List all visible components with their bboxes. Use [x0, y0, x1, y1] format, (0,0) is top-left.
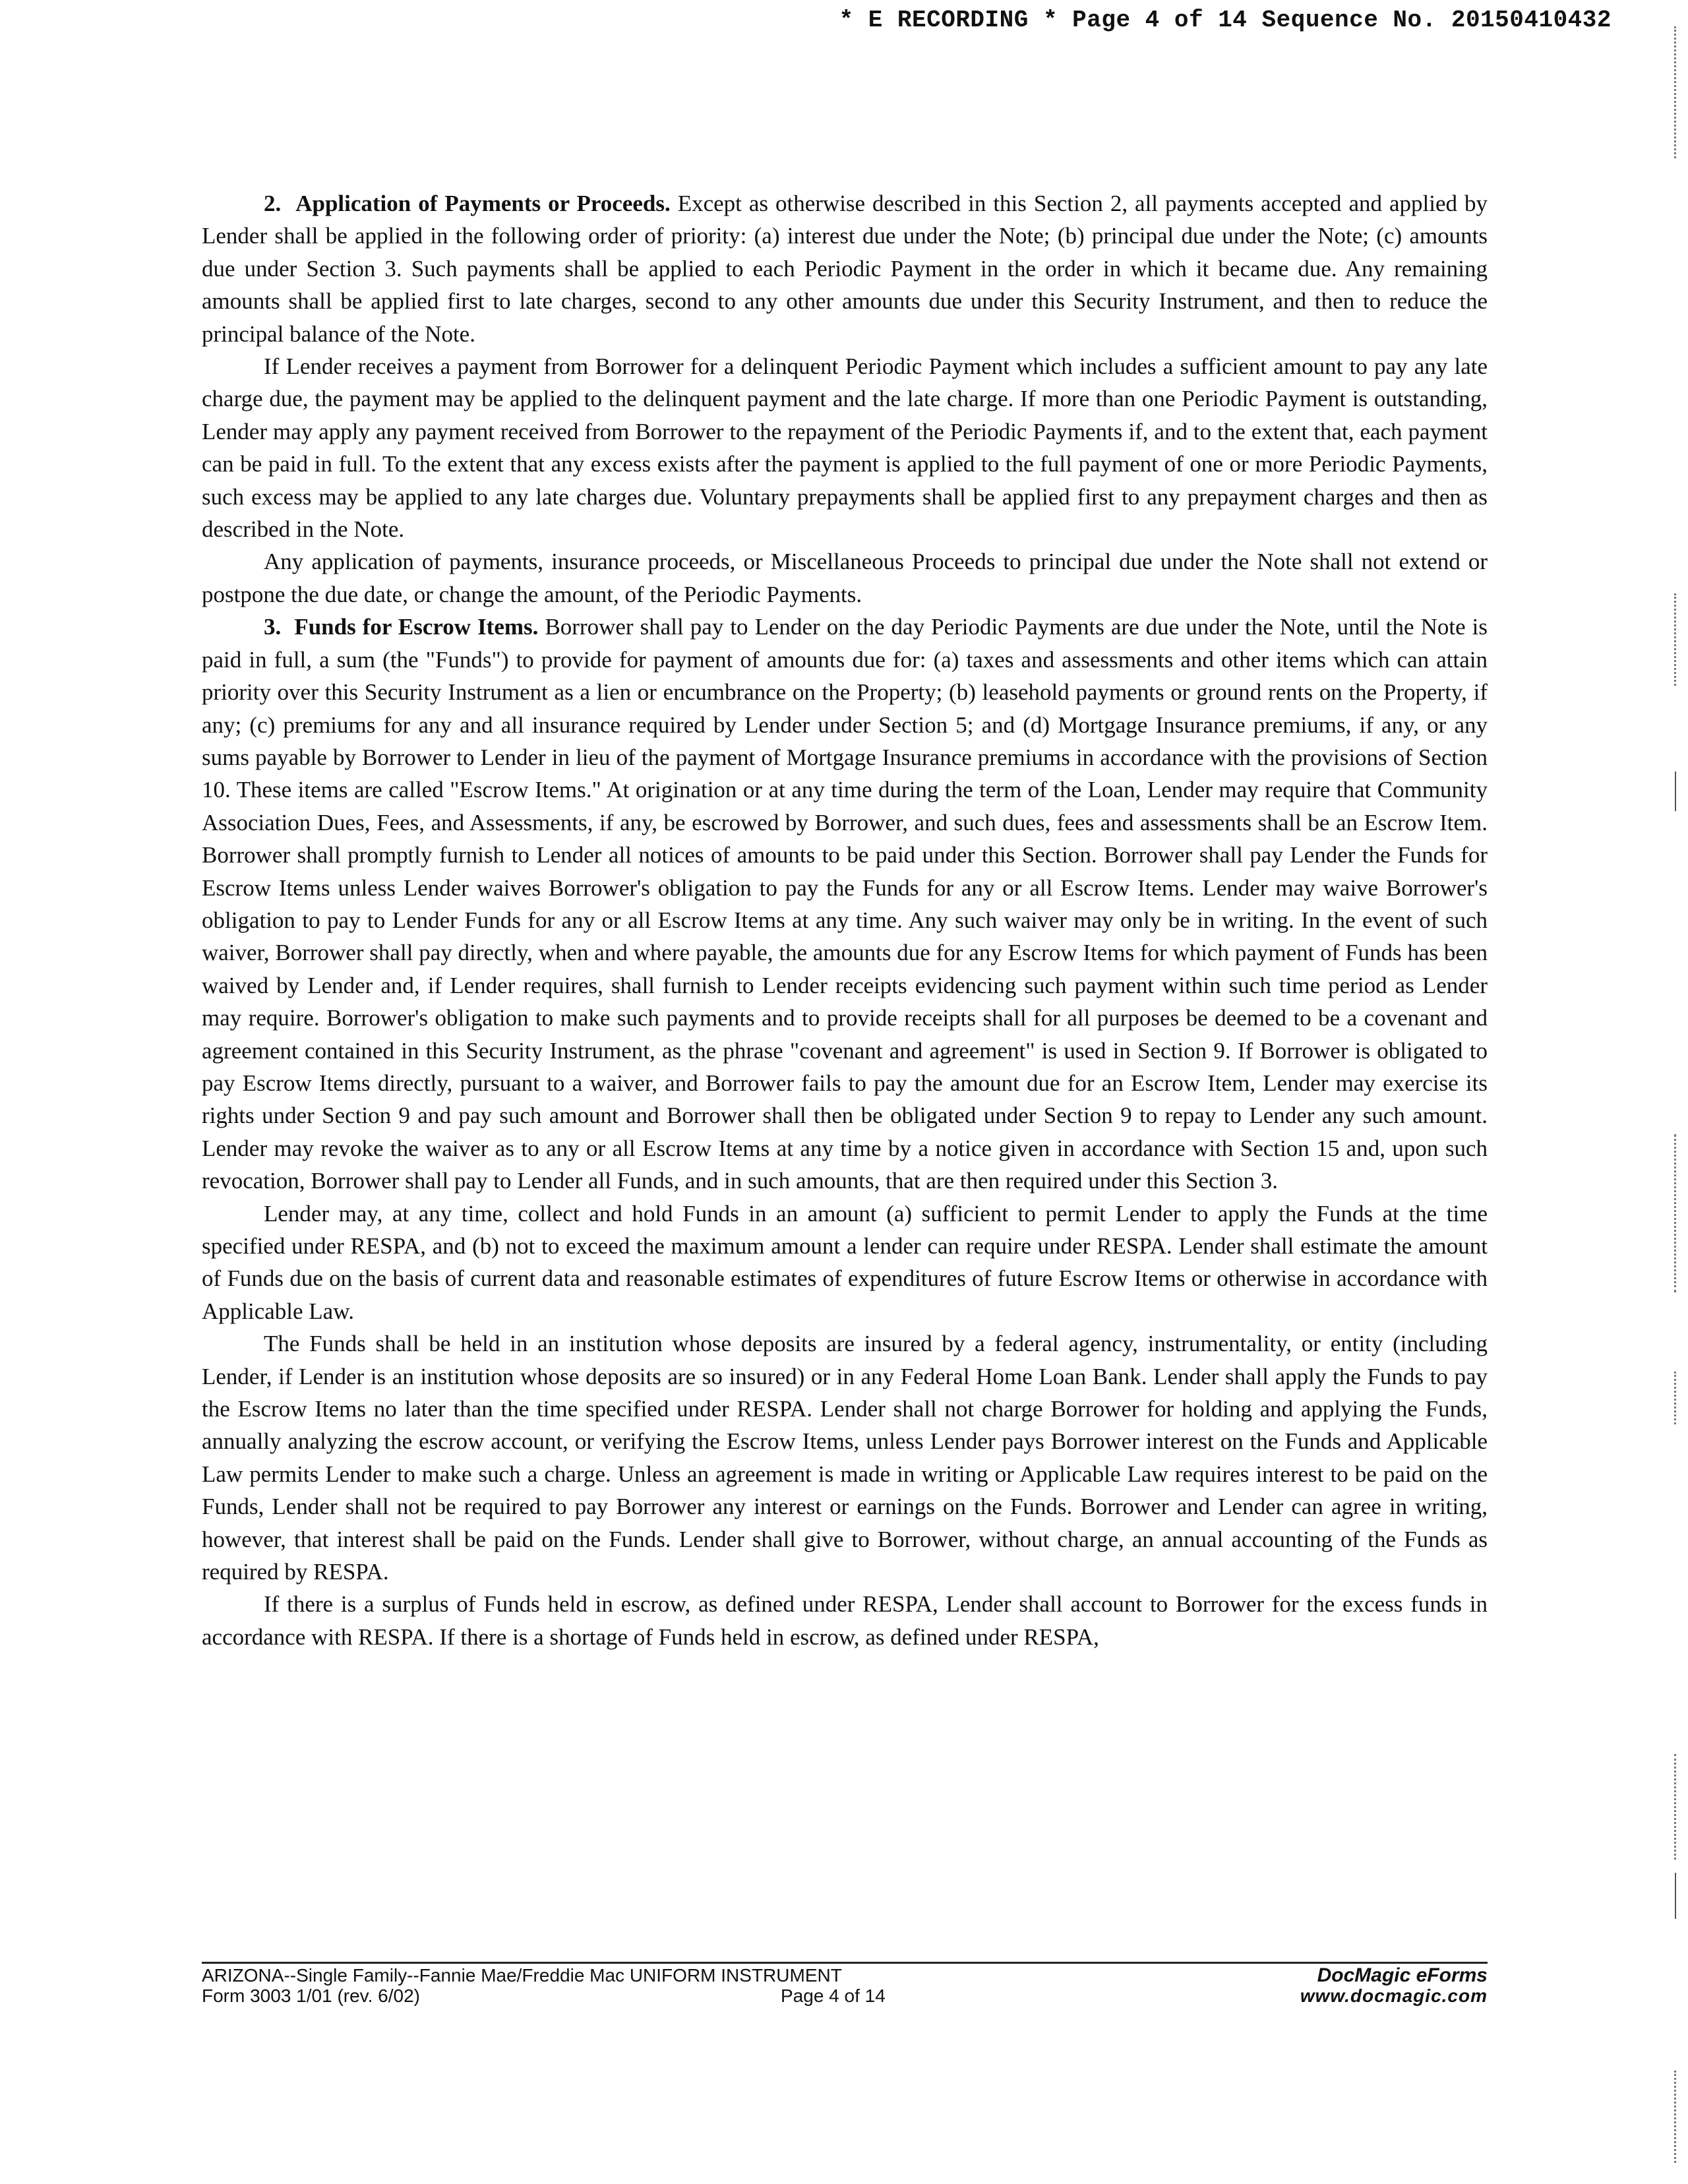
section-3-text: Borrower shall pay to Lender on the day Periodic Payments are due under the Note, until the Note is paid in full, a sum (the "Funds") to provide for payment of amounts due for: (a) taxes and assessments and other items which can attain priority over this Security Instrument as a lien or encumbrance on the Property; (b) leasehold payments or ground rents on the Property, if any; (c) premiums for any and all insurance required by Lender under Section 5; and (d) Mortgage Insurance premiums, if any, or any sums payable by Borrower to Lender in lieu of the payment of Mortgage Insurance premiums in accordance with the provisions of Section 10. These items are called "Escrow Items." At origination or at any time during the term of the Loan, Lender may require that Community Association Dues, Fees, and Assessments, if any, be escrowed by Borrower, and such dues, fees and assessments shall be an Escrow Item. Borrower shall promptly furnish to Lender all notices of amounts to be paid under this Section. Borrower shall pay Lender the Funds for Escrow Items unless Lender waives Borrower's obligation to pay the Funds for any or all Escrow Items. Lender may waive Borrower's obligation to pay to Lender Funds for any or all Escrow Items at any time. Any such waiver may only be in writing. In the event of such waiver, Borrower shall pay directly, when and where payable, the amounts due for any Escrow Items for which payment of Funds has been waived by Lender and, if Lender requires, shall furnish to Lender receipts evidencing such payment within such time period as Lender may require. Borrower's obligation to make such payments and to provide receipts shall for all purposes be deemed to be a covenant and agreement contained in this Security Instrument, as the phrase "covenant and agreement" is used in Section 9. If Borrower is obligated to pay Escrow Items directly, pursuant to a waiver, and Borrower fails to pay the amount due for an Escrow Item, Lender may exercise its rights under Section 9 and pay such amount and Borrower shall then be obligated under Section 9 to repay to Lender any such amount. Lender may revoke the waiver as to any or all Escrow Items at any time by a notice given in accordance with Section 15 and, upon such revocation, Borrower shall pay to Lender all Funds, and in such amounts, that are then required under this Section 3.	[202, 614, 1488, 1194]
page-footer	[202, 1965, 1488, 2018]
margin-scan-dots	[1674, 1134, 1676, 1292]
section-2-paragraph	[202, 187, 1488, 350]
margin-scan-line	[1675, 772, 1676, 811]
document-body	[202, 187, 1488, 1653]
docmagic-website: www.docmagic.com	[1300, 1986, 1488, 2006]
section-3-paragraph	[202, 611, 1488, 1197]
section-3-number: 3.	[264, 614, 282, 640]
margin-scan-dots	[1674, 26, 1676, 158]
section-3-paragraph-4: If there is a surplus of Funds held in escrow, as defined under RESPA, Lender shall account to Borrower for the excess funds in accordance with RESPA. If there is a shortage of Funds held in escrow, as defined under RESPA,	[202, 1591, 1488, 1650]
section-3-title: Funds for Escrow Items.	[294, 614, 539, 640]
section-3-paragraph-3: The Funds shall be held in an institution whose deposits are insured by a federal agency, instrumentality, or entity (including Lender, if Lender is an institution whose deposits are so insured) or in any Federal Home Loan Bank. Lender shall apply the Funds to pay the Escrow Items no later than the time specified under RESPA. Lender shall not charge Borrower for holding and applying the Funds, annually analyzing the escrow account, or verifying the Escrow Items, unless Lender pays Borrower interest on the Funds and Applicable Law permits Lender to make such a charge. Unless an agreement is made in writing or Applicable Law requires interest to be paid on the Funds, Lender shall not be required to pay Borrower any interest or earnings on the Funds. Borrower and Lender can agree in writing, however, that interest shall be paid on the Funds. Lender shall give to Borrower, without charge, an annual accounting of the Funds as required by RESPA.	[202, 1331, 1488, 1585]
section-2-text: Except as otherwise described in this Section 2, all payments accepted and applied by Lender shall be applied in the following order of priority: (a) interest due under the Note; (b) principal due under the Note; (c) amounts due under Section 3. Such payments shall be applied to each Periodic Payment in the order in which it became due. Any remaining amounts shall be applied first to late charges, second to any other amounts due under this Security Instrument, and then to reduce the principal balance of the Note.	[202, 191, 1488, 347]
form-title: ARIZONA--Single Family--Fannie Mae/Freddie Mac UNIFORM INSTRUMENT	[202, 1965, 842, 1986]
margin-scan-line	[1675, 1873, 1676, 1919]
docmagic-logo: DocMagic eForms	[1317, 1964, 1488, 1986]
footer-divider	[202, 1962, 1488, 1964]
section-2-title: Application of Payments or Proceeds.	[295, 191, 671, 216]
form-number: Form 3003 1/01 (rev. 6/02)	[202, 1986, 420, 2006]
footer-brand-block	[1300, 1965, 1488, 2006]
recording-header: * E RECORDING * Page 4 of 14 Sequence No. 20150410432	[839, 7, 1612, 34]
margin-scan-dots	[1674, 1754, 1676, 1860]
footer-page-number: Page 4 of 14	[781, 1986, 886, 2006]
section-2-paragraph-3: Any application of payments, insurance proceeds, or Miscellaneous Proceeds to principal due under the Note shall not extend or postpone the due date, or change the amount, of the Periodic Payments.	[202, 549, 1488, 607]
section-2-paragraph-2: If Lender receives a payment from Borrower for a delinquent Periodic Payment which includes a sufficient amount to pay any late charge due, the payment may be applied to the delinquent payment and the late charge. If more than one Periodic Payment is outstanding, Lender may apply any payment received from Borrower to the repayment of the Periodic Payments if, and to the extent that, each payment can be paid in full. To the extent that any excess exists after the payment is applied to the full payment of one or more Periodic Payments, such excess may be applied to any late charges due. Voluntary prepayments shall be applied first to any prepayment charges and then as described in the Note.	[202, 353, 1488, 543]
section-3-paragraph-2: Lender may, at any time, collect and hold Funds in an amount (a) sufficient to permit Lender to apply the Funds at the time specified under RESPA, and (b) not to exceed the maximum amount a lender can require under RESPA. Lender shall estimate the amount of Funds due on the basis of current data and reasonable estimates of expenditures of future Escrow Items or otherwise in accordance with Applicable Law.	[202, 1200, 1488, 1324]
section-2-number: 2.	[264, 191, 282, 216]
footer-form-info	[202, 1965, 842, 2006]
margin-scan-dots	[1674, 1372, 1676, 1424]
margin-scan-dots	[1674, 2071, 1676, 2163]
margin-scan-dots	[1674, 593, 1676, 686]
